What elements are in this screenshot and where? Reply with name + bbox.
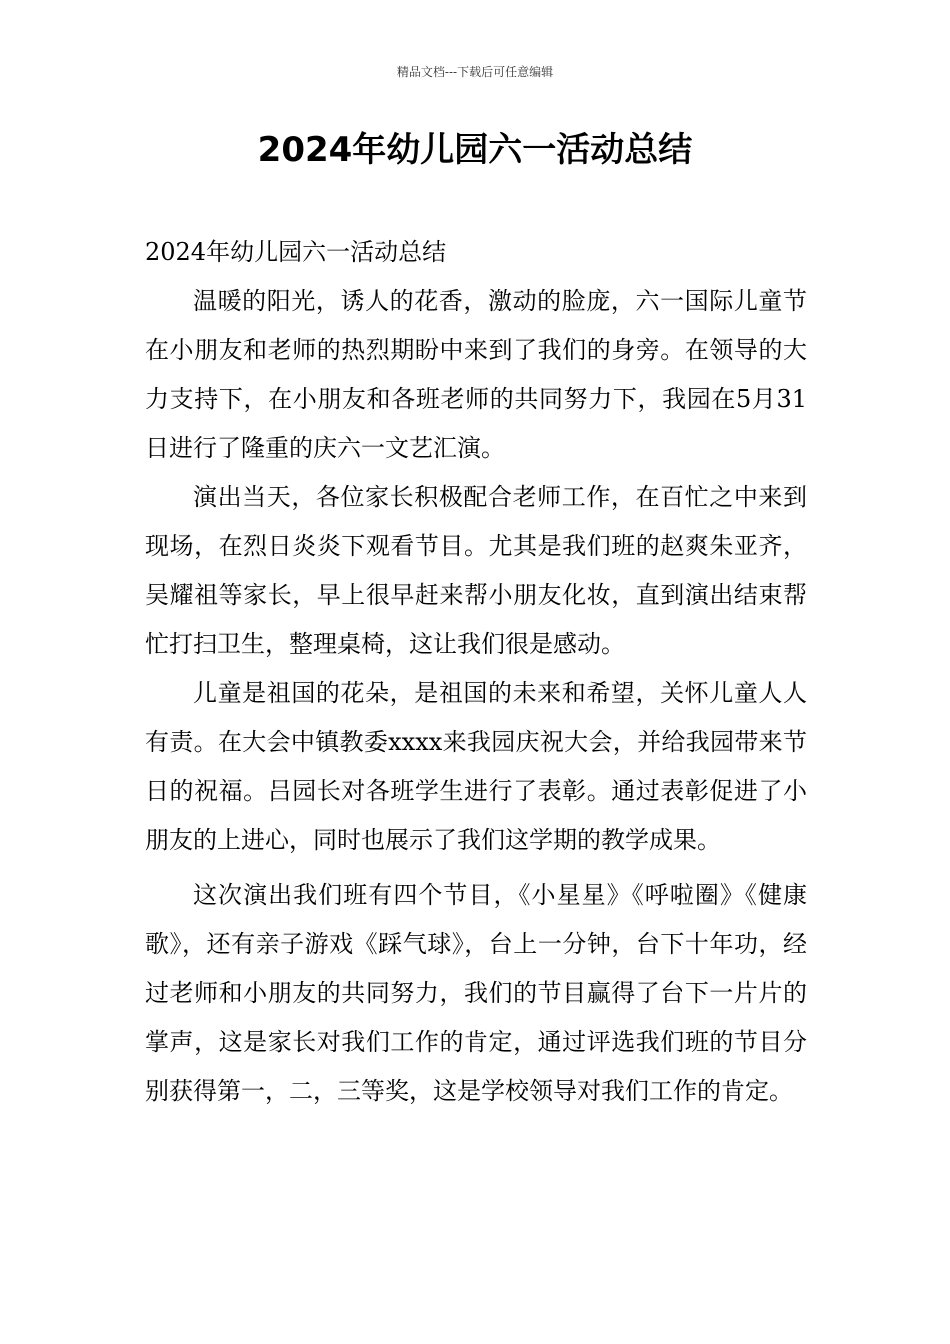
document-body (145, 228, 807, 1116)
paragraph-2: 演出当天，各位家长积极配合老师工作，在百忙之中来到现场，在烈日炎炎下观看节目。尤其是我们班的赵爽朱亚齐，吴耀祖等家长，早上很早赶来帮小朋友化妆，直到演出结束帮忙打扫卫生，整理桌椅，这让我们很是感动。 (145, 483, 807, 658)
header-note: 精品文档---下载后可任意编辑 (396, 65, 554, 79)
paragraph-4: 这次演出我们班有四个节目，《小星星》《呼啦圈》《健康歌》，还有亲子游戏《踩气球》，台上一分钟，台下十年功，经过老师和小朋友的共同努力，我们的节目赢得了台下一片片的掌声，这是家长对我们工作的肯定，通过评选我们班的节目分别获得第一，二，三等奖，这是学校领导对我们工作的肯定。 (145, 881, 807, 1105)
paragraph-1: 温暖的阳光，诱人的花香，激动的脸庞，六一国际儿童节在小朋友和老师的热烈期盼中来到了我们的身旁。在领导的大力支持下，在小朋友和各班老师的共同努力下，我园在5月31日进行了隆重的庆六一文艺汇演。 (145, 287, 807, 462)
paragraph-3: 儿童是祖国的花朵，是祖国的未来和希望，关怀儿童人人有责。在大会中镇教委xxxx来我园庆祝大会，并给我园带来节日的祝福。吕园长对各班学生进行了表彰。通过表彰促进了小朋友的上进心，同时也展示了我们这学期的教学成果。 (145, 679, 807, 854)
document-title: 2024年幼儿园六一活动总结 (257, 130, 693, 170)
document-subtitle: 2024年幼儿园六一活动总结 (145, 238, 447, 266)
